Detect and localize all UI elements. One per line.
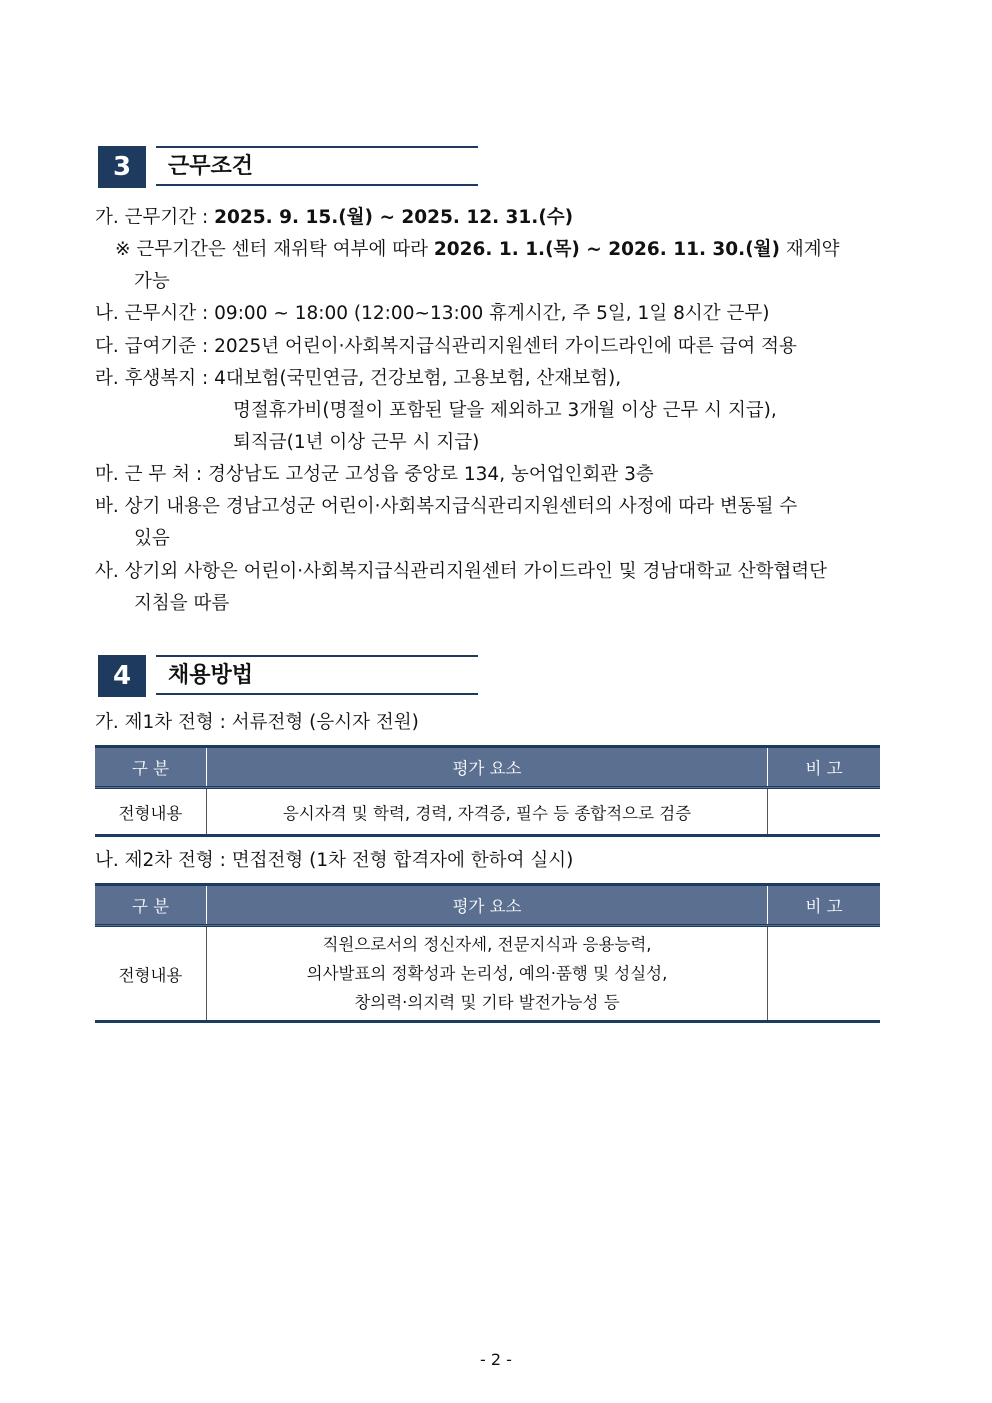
- page-number: - 2 -: [480, 1350, 512, 1369]
- table-row: [95, 788, 880, 836]
- item-salary: 다. 급여기준 : 2025년 어린이·사회복지급식관리지원센터 가이드라인에 따른 급여 적용: [95, 336, 797, 357]
- col-criteria: 평가 요소: [207, 885, 768, 926]
- col-criteria: 평가 요소: [207, 747, 768, 788]
- col-note: 비 고: [768, 747, 881, 788]
- table-row: [95, 926, 880, 1022]
- stage1-heading: 가. 제1차 전형 : 서류전형 (응시자 전원): [95, 712, 419, 733]
- item-work-hours: 나. 근무시간 : 09:00 ~ 18:00 (12:00~13:00 휴게시간, 주 5일, 1일 8시간 근무): [95, 303, 770, 324]
- stage1-table: [95, 745, 880, 837]
- row-note: [768, 788, 881, 836]
- col-note: 비 고: [768, 885, 881, 926]
- stage2-heading: 나. 제2차 전형 : 면접전형 (1차 전형 합격자에 한하여 실시): [95, 850, 574, 871]
- section-4-header: [98, 655, 480, 701]
- col-category: 구 분: [95, 885, 207, 926]
- item-subject-to-change-cont: 있음: [134, 528, 170, 549]
- section-title: 근무조건: [156, 146, 478, 186]
- note-renewal-cont: 가능: [134, 271, 170, 292]
- item-subject-to-change: 바. 상기 내용은 경남고성군 어린이·사회복지급식관리지원센터의 사정에 따라 변동될 수: [95, 496, 798, 517]
- work-period-value: 2025. 9. 15.(월) ~ 2025. 12. 31.(수): [214, 207, 574, 228]
- row-content: 직원으로서의 정신자세, 전문지식과 응용능력, 의사발표의 정확성과 논리성, 예의·품행 및 성실성, 창의력·의지력 및 기타 발전가능성 등: [207, 926, 768, 1022]
- section-3-header: [98, 146, 480, 192]
- item-welfare: 라. 후생복지 : 4대보험(국민연금, 건강보험, 고용보험, 산재보험),: [95, 368, 622, 389]
- item-work-period: 가. 근무기간 : 2025. 9. 15.(월) ~ 2025. 12. 31.(수): [95, 207, 574, 228]
- item-other-rules: 사. 상기외 사항은 어린이·사회복지급식관리지원센터 가이드라인 및 경남대학교 산학협력단: [95, 561, 828, 582]
- stage2-table: [95, 883, 880, 1023]
- row-label: 전형내용: [95, 926, 207, 1022]
- section-title: 채용방법: [156, 655, 478, 695]
- welfare-line-2: 명절휴가비(명절이 포함된 달을 제외하고 3개월 이상 근무 시 지급),: [233, 400, 777, 421]
- col-category: 구 분: [95, 747, 207, 788]
- welfare-line-3: 퇴직금(1년 이상 근무 시 지급): [233, 432, 480, 453]
- note-renewal: ※ 근무기간은 센터 재위탁 여부에 따라 2026. 1. 1.(목) ~ 2026. 11. 30.(월) 재계약: [115, 239, 840, 260]
- section-number: 4: [98, 655, 146, 697]
- row-content: 응시자격 및 학력, 경력, 자격증, 필수 등 종합적으로 검증: [207, 788, 768, 836]
- row-note: [768, 926, 881, 1022]
- row-label: 전형내용: [95, 788, 207, 836]
- item-workplace: 마. 근 무 처 : 경상남도 고성군 고성읍 중앙로 134, 농어업인회관 3층: [95, 464, 654, 485]
- section-number: 3: [98, 146, 146, 188]
- item-other-rules-cont: 지침을 따름: [134, 593, 230, 614]
